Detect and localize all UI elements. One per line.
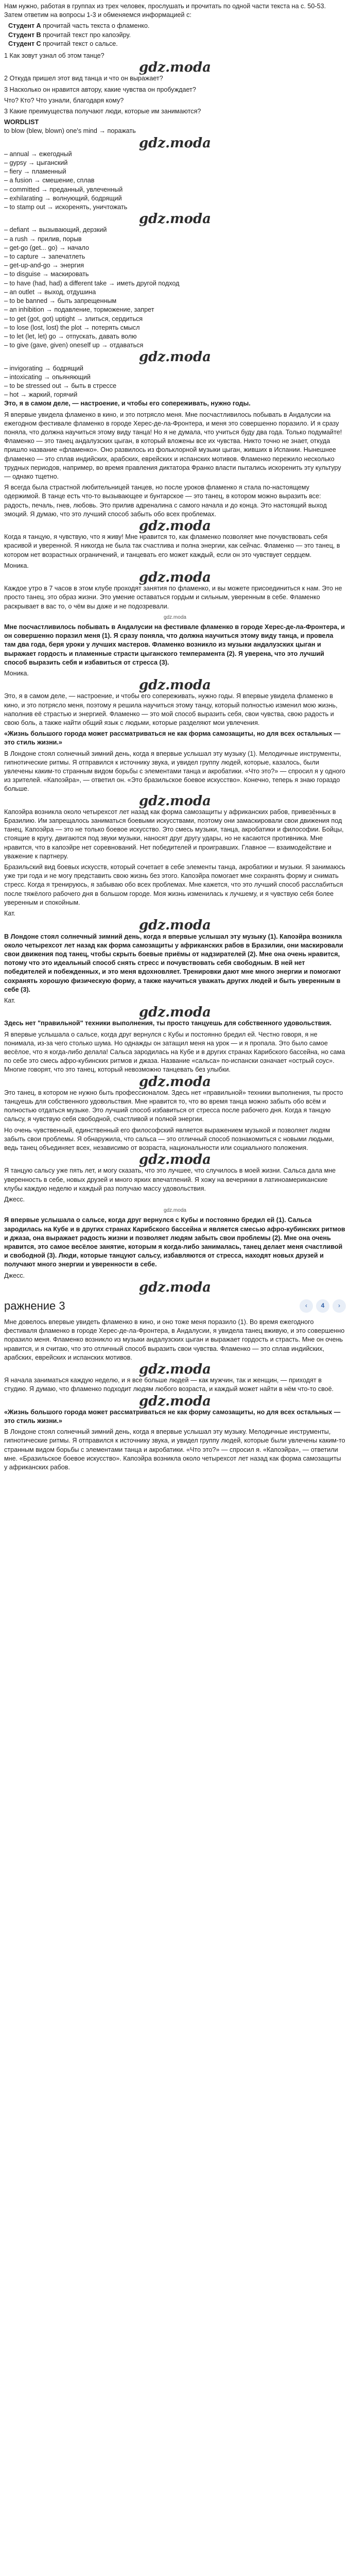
flamenco-paragraph: Каждое утро в 7 часов в этом клубе проходят занятия по фламенко, и вы можете присоединиться к нам. Это не просто танец, это образ жизни. Это умение оставаться гордым и сильным, уверенным в себе. Фламенко раскрывает в вас то, о чём вы даже и не подозревали. bbox=[4, 585, 342, 610]
watermark: gdz.moda bbox=[138, 1393, 212, 1409]
student-label: Студент А bbox=[8, 22, 41, 30]
watermark: gdz.moda bbox=[138, 569, 212, 585]
vocab-item: – to capture → запечатлеть bbox=[4, 253, 85, 261]
question-item: 3 Насколько он нравится автору, какие чувства он пробуждает? bbox=[4, 86, 196, 93]
vocab-item: – exhilarating → волнующий, бодрящий bbox=[4, 194, 122, 202]
watermark: gdz.moda bbox=[138, 677, 212, 693]
vocab-item: – committed → преданный, увлеченный bbox=[4, 185, 123, 193]
questions-list bbox=[4, 52, 346, 116]
question-item: 3 Какие преимущества получают люди, которые им занимаются? bbox=[4, 108, 201, 115]
current-page: 4 bbox=[316, 1299, 329, 1313]
flamenco-paragraph: Я впервые увидела фламенко в кино, и это потрясло меня. Мне посчастливилось побывать в Андалусии на ежегодном фестивале фламенко в городе Херес-де-ла-Фронтера, и меня это совершенно поразило. И я сразу поняла, что должна научиться этому виду танца! Но я не думала, что учиться буду два года. Только подумайте! Фламенко — это танец андалузских цыган, в который вложены все их чувства. Никто точно не знает, откуда пришло название «фламенко». Оно развилось из фольклорной музыки цыган, живших в Испании. Нынешнее фламенко — это сплав индийских, арабских, еврейских и испанских мотивов. Фламенко пережило несколько трудных периодов, например, во время правления диктатора Франко власти пытались искоренить эту культуру — однако тщетно. bbox=[4, 411, 342, 480]
intro-text: Нам нужно, работая в группах из трех человек, прослушать и прочитать по одной части текста на с. 50-53. Затем ответим на вопросы 1-3 и обменяемся информацией с: bbox=[4, 3, 326, 19]
vocab-item: – hot → жаркий, горячий bbox=[4, 391, 78, 399]
exercise3-paragraph: Я начала заниматься каждую неделю, и я все больше людей — как мужчин, так и женщин, — приходят в студию. Я думаю, что фламенко подходит людям любого возраста, и каждый может найти в нём что-то своё. bbox=[4, 1377, 334, 1393]
vocab-item: – to be stressed out → быть в стрессе bbox=[4, 382, 117, 389]
wordlist-title: WORDLIST bbox=[4, 118, 39, 126]
watermark: gdz.moda bbox=[138, 60, 212, 76]
vocab-item: – gypsy → цыганский bbox=[4, 159, 68, 167]
vocab-item: – to let (let, let) go → отпускать, давать волю bbox=[4, 332, 137, 340]
salsa-paragraph: Я танцую сальсу уже пять лет, и могу сказать, что это лучшее, что случилось в моей жизни. Сальса дала мне уверенность в себе, новых друзей и много ярких впечатлений. Я хожу на вечеринки в латиноамериканские клубы каждую неделю и каждый раз получаю массу удовольствия. bbox=[4, 1167, 336, 1192]
wordlist bbox=[4, 118, 346, 399]
salsa-paragraph: Но очень чувственный, единственный его философский является выражением музыкой и позволяет людям забыть свои проблемы. Я обнаружила, что сальса — это отличный способ познакомиться с новыми людьми, ведь танец объединяет всех, независимо от возраста, национальности или социального положения. bbox=[4, 1126, 334, 1151]
capoeira-paragraph: В Лондоне стоял солнечный зимний день, когда я впервые услышал эту музыку (1). Мелодичные инструменты, гипнотические ритмы. Я отправился к источнику звука, и увидел группу людей, которые, казалось, были увлечены каким-то странным видом борьбы с элементами танца и акробатики. «Что это?» — спросил я у одного из зрителей. «Капоэйра», — ответил он. «Это бразильское боевое искусство». Конечно, теперь я знаю гораздо больше. bbox=[4, 750, 345, 793]
vocab-item: to blow (blew, blown) one's mind → поражать bbox=[4, 127, 136, 135]
watermark: gdz.moda bbox=[138, 1074, 212, 1090]
salsa-paragraph: Я впервые услышала о сальсе, когда друг вернулся с Кубы и постоянно бредил ей. Честно говоря, я не понимала, из-за чего столько шума. Но однажды он затащил меня на урок — и я пропала. Это было самое весёлое, что я когда-либо делала! Сальса зародилась на Кубе и в других странах Карибского бассейна, но сама по себе это смесь афро-кубинских ритмов и джаза. Название «сальса» по-испански означает «острый соус». Многие говорят, что это танец, который невозможно танцевать без улыбки. bbox=[4, 1030, 345, 1074]
capoeira-paragraph: Бразильский вид боевых искусств, который сочетает в себе элементы танца, акробатики и музыки. Я занимаюсь уже три года и не могу представить свою жизнь без этого. Капоэйра помогает мне сохранять форму и снимать стресс. Когда я тренируюсь, я забываю обо всех проблемах. Мне кажется, что это лучший способ расслабиться после тяжёлого рабочего дня в большом городе. Моя жизнь изменилась к лучшему, и я чувствую себя более уверенным и спокойным. bbox=[4, 863, 345, 906]
author-signature: Кат. bbox=[4, 996, 15, 1004]
vocab-item: – to be banned → быть запрещенным bbox=[4, 297, 117, 305]
vocab-item: – a fusion → смешение, сплав bbox=[4, 177, 95, 184]
vocab-item: – annual → ежегодный bbox=[4, 150, 72, 158]
exercise3-heading: «Жизнь большого города может рассматриваться не как форму самозащиты, но для всех остальных — это стиль жизни.» bbox=[4, 1408, 341, 1425]
watermark: gdz.moda bbox=[138, 918, 212, 934]
question-item: 1 Как зовут узнал об этом танце? bbox=[4, 52, 104, 60]
vocab-item: – invigorating → бодрящий bbox=[4, 364, 83, 372]
students-list bbox=[4, 22, 346, 48]
capoeira-answer: В Лондоне стоял солнечный зимний день, когда я впервые услышал эту музыку (1). Капоэйра возникла около четырехсот лет назад как форма самозащиты у африканских рабов в Бразилии, они маскировали свои движения под танец, чтобы скрыть боевые приёмы от надзирателей (2). Мне она очень нравится, потому что это идеальный способ снять стресс и почувствовать себя свободным. В ней нет победителей и побежденных, и это меня вдохновляет. Тренировки дают мне много энергии и помогают сохранять хорошую физическую форму, а также научиться уважать других людей и быть уверенным в себе (3). bbox=[4, 933, 343, 993]
watermark-small: gdz.moda bbox=[164, 1208, 186, 1214]
salsa-answer: Я впервые услышала о сальсе, когда друг вернулся с Кубы и постоянно бредил ей (1). Сальса зародилась на Кубе и в других странах Карибского бассейна и является смесью афро-кубинских ритмов и джаза, она выражает радость жизни и позволяет людям забыть свои проблемы (2). Мне она очень нравится, это самое весёлое занятие, которым я когда-либо занималась, танец делает меня счастливой и свободной (3). Люди, которые танцуют сальсу, избавляются от стресса, находят новых друзей и получают много энергии и уверенности в себе. bbox=[4, 1216, 345, 1268]
author-signature: Джесс. bbox=[4, 1272, 25, 1279]
next-page-button[interactable]: › bbox=[332, 1299, 346, 1313]
watermark-small: gdz.moda bbox=[164, 614, 186, 620]
author-signature: Джесс. bbox=[4, 1195, 25, 1203]
watermark: gdz.moda bbox=[138, 211, 212, 227]
author-signature: Моника. bbox=[4, 670, 29, 677]
exercise3-paragraph: Мне довелось впервые увидеть фламенко в кино, и оно тоже меня поразило (1). Во время ежегодного фестиваля фламенко в городе Херес-де-ла-Фронтера, в Андалусии, я увидела танец вживую, и это совершенно поразило меня. Фламенко возникло из музыки андалузских цыган и выражает гордость и страсть. Мне он очень нравится, и я считаю, что это отличный способ выразить свои чувства. Фламенко — это сплав индийских, арабских, еврейских и испанских мотивов. bbox=[4, 1318, 345, 1361]
vocab-item: – get-go (get... go) → начало bbox=[4, 244, 89, 251]
exercise-title: ражнение 3 bbox=[4, 1299, 65, 1313]
vocab-item: – intoxicating → опьяняющий bbox=[4, 373, 91, 381]
vocab-item: – fiery → пламенный bbox=[4, 168, 66, 176]
author-signature: Кат. bbox=[4, 910, 15, 918]
vocab-item: – to stamp out → искоренять, уничтожать bbox=[4, 204, 128, 211]
vocab-item: – an outlet → выход, отдушина bbox=[4, 288, 96, 296]
student-text: прочитай часть текста о фламенко. bbox=[41, 22, 150, 30]
vocab-item: – to disguise → маскировать bbox=[4, 270, 89, 278]
student-label: Студент C bbox=[8, 40, 41, 47]
salsa-paragraph: Это танец, в котором не нужно быть профессионалом. Здесь нет «правильной» техники выполнения, ты просто танцуешь для собственного удовольствия. Мне нравится то, что во время танца можно забыть обо всём и полностью отдаться музыке. Это лучший способ избавиться от стресса после рабочего дня. Когда я танцую сальсу, я чувствую себя свободной, счастливой и полной энергии. bbox=[4, 1089, 343, 1123]
watermark: gdz.moda bbox=[138, 349, 212, 365]
vocab-item: – a rush → прилив, порыв bbox=[4, 235, 82, 243]
flamenco-quote: Это, я в самом деле, — настроение, и чтобы его сопереживать, нужно годы. Я впервые увидела фламенко в кино, и это потрясло меня, поэтому я решила научиться этому танцу, который полностью изменил мою жизнь, наполнив её страстью и энергией. Фламенко — это мой способ выразить себя, свои чувства, свою радость и свою боль, а также найти общий язык с людьми, которые разделяют мои увлечения. bbox=[4, 692, 338, 727]
student-text: прочитай текст про капоэйру. bbox=[41, 31, 131, 39]
salsa-heading: Здесь нет "правильной" техники выполнения, ты просто танцуешь для собственного удовольствия. bbox=[4, 1020, 331, 1027]
watermark: gdz.moda bbox=[138, 1152, 212, 1168]
vocab-item: – to give (gave, given) oneself up → отдаваться bbox=[4, 342, 144, 349]
vocab-item: – defiant → вызывающий, дерзкий bbox=[4, 226, 107, 234]
vocab-item: – to get (got, got) uptight → злиться, сердиться bbox=[4, 315, 143, 323]
pager bbox=[300, 1299, 346, 1313]
watermark: gdz.moda bbox=[138, 793, 212, 809]
prev-page-button[interactable]: ‹ bbox=[300, 1299, 313, 1313]
watermark: gdz.moda bbox=[138, 518, 212, 534]
vocab-item: – get-up-and-go → энергия bbox=[4, 262, 84, 269]
watermark: gdz.moda bbox=[138, 1362, 212, 1378]
watermark: gdz.moda bbox=[138, 1279, 212, 1295]
question-item: 2 Откуда пришел этот вид танца и что он выражает? bbox=[4, 75, 163, 82]
flamenco-paragraph: Когда я танцую, я чувствую, что я живу! Мне нравится то, как фламенко позволяет мне почувствовать себя красивой и уверенной. Я никогда не была так счастлива и полна энергии, как сейчас. Фламенко — это танец, в котором нет возрастных ограничений, и танцевать его может каждый, если он это чувствует сердцем. bbox=[4, 533, 340, 558]
capoeira-heading: «Жизнь большого города может рассматриваться не как форма самозащиты, но для всех остальных — это стиль жизни.» bbox=[4, 730, 341, 747]
author-signature: Моника. bbox=[4, 562, 29, 569]
question-item: Что? Кто? Что узнали, благодаря кому? bbox=[4, 96, 124, 104]
exercise3-paragraph: В Лондоне стоял солнечный зимний день, когда я впервые услышал эту музыку. Мелодичные инструменты, гипнотические ритмы. Я отправился к источнику звука, и увидел группу людей, которые были увлечены каким-то странным видом борьбы с элементами танца и акробатики. «Что это?» — спросил я. «Капоэйра», — ответили мне. «Бразильское боевое искусство». Капоэйра возникла около четырехсот лет назад как форма самозащиты у африканских рабов. bbox=[4, 1428, 345, 1471]
watermark: gdz.moda bbox=[138, 135, 212, 151]
capoeira-paragraph: Капоэйра возникла около четырехсот лет назад как форма самозащиты у африканских рабов, привезённых в Бразилию. Им запрещалось заниматься боевыми искусствами, поэтому они замаскировали свои движения под танец. Капоэйра — это не только боевое искусство. Это смесь музыки, танца, акробатики и философии. Бойцы, стоящие в кругу, двигаются под звуки музыки, наносят друг другу удары, но не касаются противника. Мне нравится, что в капоэйре нет соревнований. Нет победителей и проигравших. Главное — взаимодействие и уважение к партнеру. bbox=[4, 808, 344, 860]
vocab-item: – an inhibition → подавление, торможение, запрет bbox=[4, 306, 154, 314]
student-text: прочитай текст о сальсе. bbox=[41, 40, 118, 47]
exercise-nav bbox=[4, 1299, 346, 1313]
student-label: Студент B bbox=[8, 31, 41, 39]
vocab-item: – to have (had, had) a different take → иметь другой подход bbox=[4, 279, 180, 287]
flamenco-heading: Это, я в самом деле, — настроение, и чтобы его сопереживать, нужно годы. bbox=[4, 400, 251, 408]
vocab-item: – to lose (lost, lost) the plot → потерять смысл bbox=[4, 324, 140, 331]
watermark: gdz.moda bbox=[138, 1005, 212, 1021]
flamenco-answer: Мне посчастливилось побывать в Андалусии на фестивале фламенко в городе Херес-де-ла-Фронтера, и он совершенно поразил меня (1). Я сразу поняла, что должна научиться этому виду танца, и провела там два года, беря уроки у лучших мастеров. Фламенко возникло из музыки андалузских цыган и выражает гордость и пламенные страсти цыганского темперамента (2). Я уверена, что это лучший способ выразить себя и избавиться от стресса (3). bbox=[4, 623, 345, 666]
flamenco-paragraph: Я всегда была страстной любительницей танцев, но после уроков фламенко я стала по-настоящему одержимой. В танце есть что-то вызывающее и бунтарское — это танец, в котором можно выразить все: радость, печаль, гнев, любовь. Это прилив адреналина с самого начала и до конца. Это настоящий выход эмоций. Я думаю, что это лучший способ забыть обо всех проблемах. bbox=[4, 484, 327, 518]
